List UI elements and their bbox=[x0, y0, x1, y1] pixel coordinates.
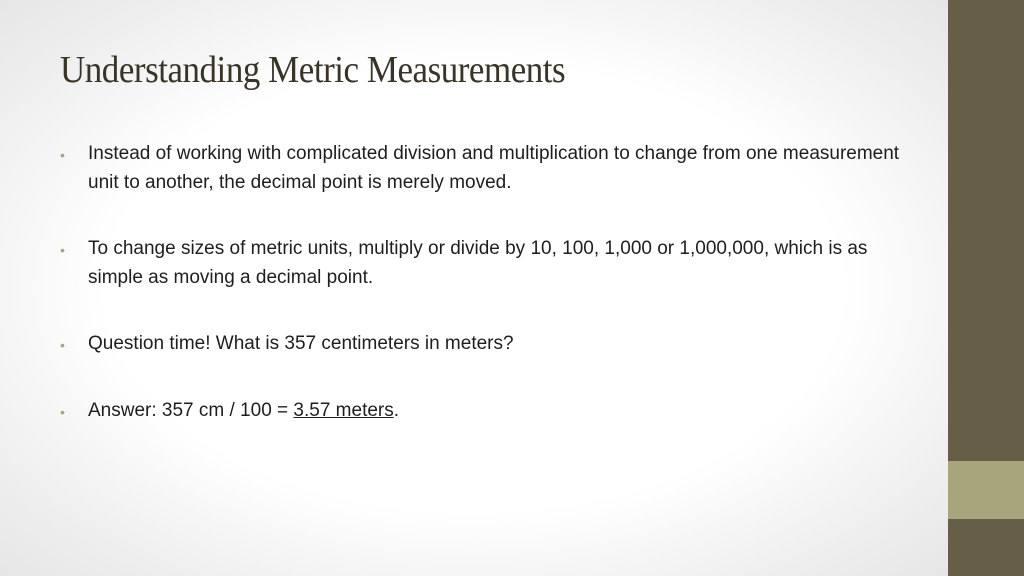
bullet-text: Instead of working with complicated division and multiplication to change from one measurement unit to another, the decimal point is merely moved. bbox=[88, 143, 900, 193]
bullet-list bbox=[60, 140, 900, 463]
slide-title: Understanding Metric Measurements bbox=[60, 49, 566, 91]
bullet-item bbox=[60, 235, 900, 292]
bullet-dot-icon: • bbox=[60, 403, 65, 420]
bullet-dot-icon: • bbox=[60, 337, 65, 353]
answer-value: 3.57 meters bbox=[293, 399, 394, 421]
bullet-text: To change sizes of metric units, multiply or divide by 10, 100, 1,000 or 1,000,000, which is as simple as moving a decimal point. bbox=[88, 238, 868, 288]
bullet-item bbox=[60, 140, 900, 197]
bullet-dot-icon: • bbox=[60, 242, 65, 258]
bullet-item bbox=[60, 397, 900, 426]
sidebar-accent-block bbox=[948, 461, 1024, 519]
bullet-dot-icon: • bbox=[60, 147, 65, 163]
bullet-text: Question time! What is 357 centimeters in meters? bbox=[88, 333, 514, 354]
answer-prefix: Answer: 357 cm / 100 = bbox=[88, 399, 294, 421]
answer-suffix: . bbox=[393, 399, 400, 421]
bullet-item bbox=[60, 330, 900, 359]
